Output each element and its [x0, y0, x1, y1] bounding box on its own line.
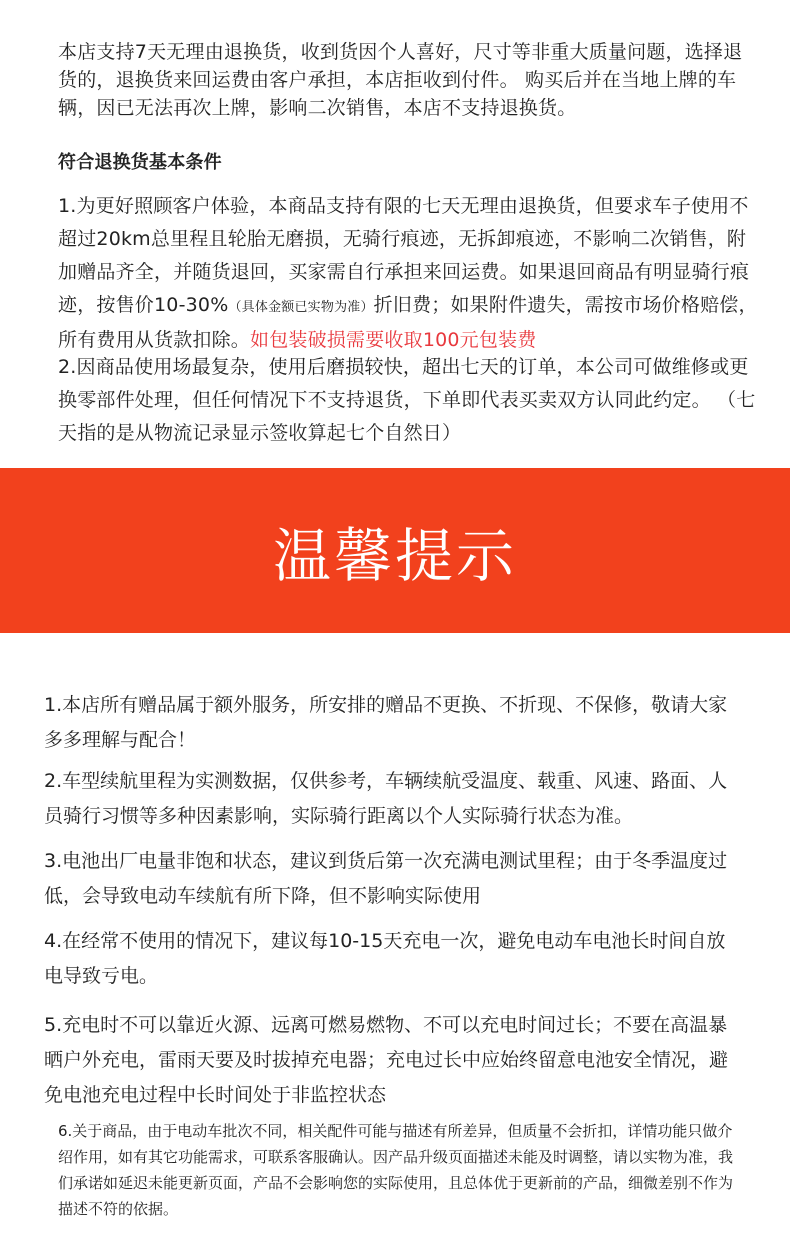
return-condition-2: 2.因商品使用场最复杂，使用后磨损较快，超出七天的订单，本公司可做维修或更换零部件处理，但任何情况下不支持退货，下单即代表买卖双方认同此约定。 （七天指的是从物流记录显示签收算起七个自然日） [58, 356, 756, 444]
condition-1-small-note: （具体金额已实物为准） [228, 300, 374, 315]
tip-item-4: 4.在经常不使用的情况下，建议每10-15天充电一次，避免电动车电池长时间自放电导致亏电。 [44, 930, 726, 987]
tip-item-3: 3.电池出厂电量非饱和状态，建议到货后第一次充满电测试里程；由于冬季温度过低，会导致电动车续航有所下降，但不影响实际使用 [44, 850, 728, 907]
warm-tips-banner [0, 468, 790, 633]
tip-item-5: 5.充电时不可以靠近火源、远离可燃易燃物、不可以充电时间过长；不要在高温暴晒户外充电，雷雨天要及时拔掉充电器；充电过长中应始终留意电池安全情况，避免电池充电过程中长时间处于非监控状态 [44, 1014, 729, 1106]
return-conditions-heading: 符合退换货基本条件 [58, 152, 222, 173]
packaging-fee-note: 如包装破损需要收取100元包装费 [250, 329, 537, 351]
tip-item-1: 1.本店所有赠品属于额外服务，所安排的赠品不更换、不折现、不保修，敬请大家多多理解与配合！ [44, 694, 728, 751]
tip-item-2: 2.车型续航里程为实测数据，仅供参考，车辆续航受温度、载重、风速、路面、人员骑行习惯等多种因素影响，实际骑行距离以个人实际骑行状态为准。 [44, 770, 728, 827]
return-condition-1 [58, 190, 758, 357]
condition-1-text: 1.为更好照顾客户体验，本商品支持有限的七天无理由退换货，但要求车子使用不超过20km总里程且轮胎无磨损，无骑行痕迹，无拆卸痕迹，不影响二次销售，附加赠品齐全，并随货退回，买家需自行承担来回运费。如果退回商品有明显骑行痕迹，按售价10-30% [58, 195, 750, 316]
tip-item-6: 6.关于商品，由于电动车批次不同，相关配件可能与描述有所差异，但质量不会折扣，详情功能只做介绍作用，如有其它功能需求，可联系客服确认。因产品升级页面描述未能及时调整，请以实物为准，我们承诺如延迟未能更新页面，产品不会影响您的实际使用，且总体优于更新前的产品，细微差别不作为描述不符的依据。 [58, 1122, 734, 1218]
condition-1-text-cont: 折旧费；如果附件遗失，需按市场价格赔偿，所有费用从货款扣除。 [58, 294, 758, 351]
banner-title: 温馨提示 [272, 521, 517, 590]
return-policy-intro: 本店支持7天无理由退换货，收到货因个人喜好，尺寸等非重大质量问题，选择退货的，退换货来回运费由客户承担，本店拒收到付件。 购买后并在当地上牌的车辆，因已无法再次上牌，影响二次销售，本店不支持退换货。 [58, 41, 743, 119]
